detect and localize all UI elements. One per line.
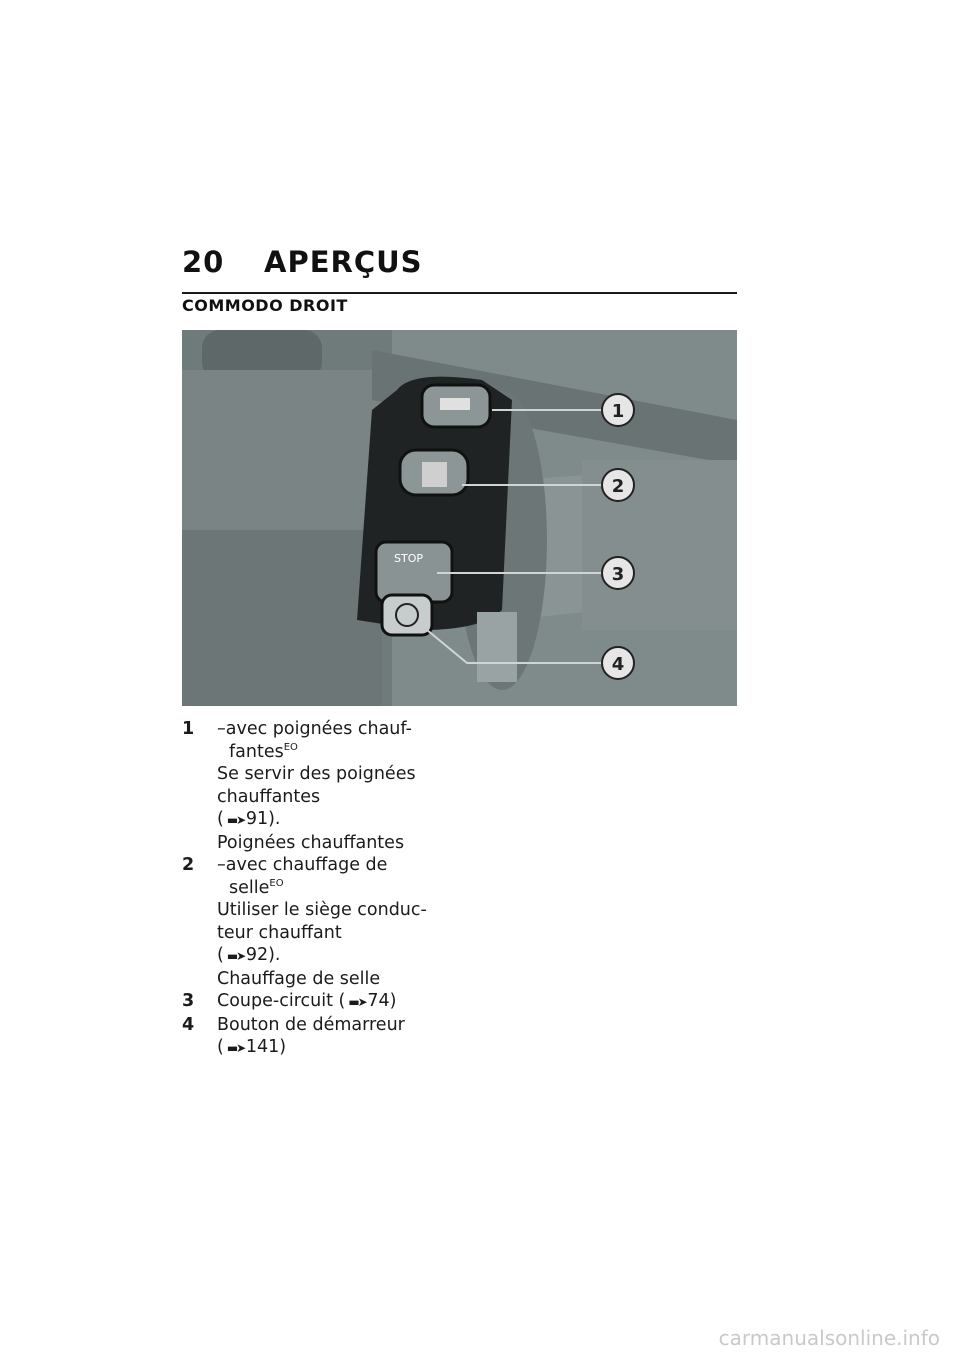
equipment-badge: EO bbox=[283, 741, 298, 753]
legend-item-3: 3 Coupe-circuit ( ▬➤74) bbox=[182, 990, 442, 1014]
switch-illustration bbox=[182, 330, 737, 706]
legend-tail: Poignées chauffantes bbox=[217, 832, 405, 853]
page-ref-arrow-icon: ▬➤ bbox=[226, 813, 245, 827]
callout-3 bbox=[602, 557, 634, 589]
page-ref-arrow-icon: ▬➤ bbox=[226, 1041, 245, 1055]
legend-condition: –avec chauffage de bbox=[217, 855, 388, 875]
handlebar-figure bbox=[182, 330, 737, 706]
stop-label: STOP bbox=[394, 552, 423, 565]
legend-item-4: 4 Bouton de démarreur ( ▬➤141) bbox=[182, 1014, 442, 1060]
legend-item-1: 1 –avec poignées chauf- fantes$^{EO}$ Se servir des poignées chauffantes ( ▬➤91). Poignées chauffantes bbox=[182, 718, 442, 854]
equipment-badge: EO bbox=[269, 877, 284, 889]
legend-ref-text: Se servir des poignées chauffantes bbox=[217, 764, 416, 807]
svg-text:3: 3 bbox=[611, 564, 625, 585]
legend-number: 4 bbox=[182, 1014, 195, 1035]
legend-text: Bouton de démarreur bbox=[217, 1014, 405, 1035]
watermark: carmanualsonline.info bbox=[718, 1326, 940, 1350]
callout-4 bbox=[602, 647, 634, 679]
section-title: COMMODO DROIT bbox=[182, 296, 348, 315]
legend-ref-text: Utiliser le siège conduc- teur chauffant bbox=[217, 900, 427, 943]
page-ref[interactable]: 91). bbox=[245, 809, 281, 829]
legend-condition-cont: fantes bbox=[229, 741, 284, 762]
legend-number: 2 bbox=[182, 855, 195, 875]
svg-text:4: 4 bbox=[611, 654, 625, 675]
svg-text:1: 1 bbox=[611, 401, 625, 422]
svg-text:2: 2 bbox=[611, 476, 625, 497]
page-header bbox=[182, 245, 423, 279]
page-ref-arrow-icon: ▬➤ bbox=[348, 995, 366, 1009]
legend-tail: Chauffage de selle bbox=[217, 968, 381, 989]
page-number: 20 bbox=[182, 245, 225, 279]
legend-list bbox=[182, 718, 442, 1060]
legend-item-2: 2 –avec chauffage de selle$^{EO}$ Utiliser le siège conduc- teur chauffant ( ▬➤92). Chauffage de selle bbox=[182, 854, 442, 990]
page-ref-arrow-icon: ▬➤ bbox=[226, 949, 245, 963]
legend-condition: –avec poignées chauf- bbox=[217, 719, 412, 739]
callout-2 bbox=[602, 469, 634, 501]
page-ref[interactable]: 74) bbox=[367, 991, 397, 1011]
chapter-title: APERÇUS bbox=[264, 245, 423, 279]
legend-number: 1 bbox=[182, 719, 195, 739]
legend-text: Coupe-circuit bbox=[217, 991, 333, 1011]
legend-condition-cont: selle bbox=[229, 877, 270, 898]
callout-1 bbox=[602, 394, 634, 426]
page-ref[interactable]: 141) bbox=[245, 1037, 287, 1057]
page-ref[interactable]: 92). bbox=[245, 945, 281, 965]
header-rule bbox=[182, 292, 737, 294]
legend-number: 3 bbox=[182, 991, 195, 1011]
